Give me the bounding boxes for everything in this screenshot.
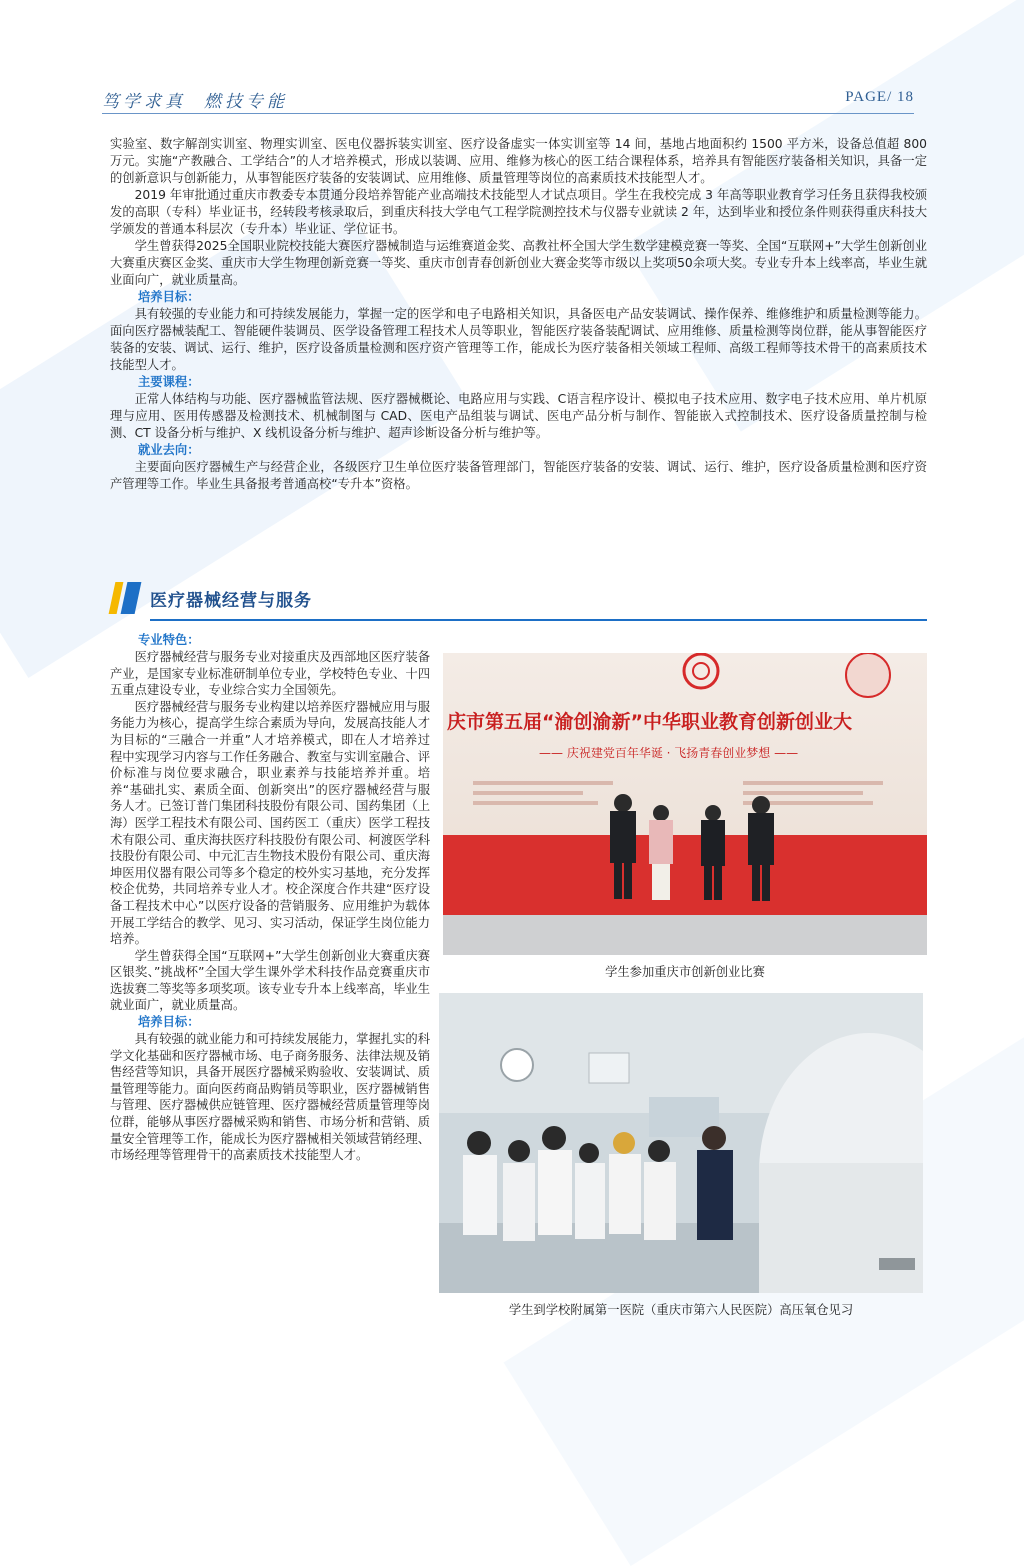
intro-paragraph: 2019 年审批通过重庆市教委专本贯通分段培养智能产业高端技术技能型人才试点项目。学生在我校完成 3 年高等职业教育学习任务且获得我校颁发的高职（专科）毕业证书，经转段考核录取后，到重庆科技大学电气工程学院测控技术与仪器专业就读 2 年，达到毕业和授位条件则获得重庆科技大学颁发的普通本科层次（专升本）毕业证、学位证书。 — [110, 188, 927, 236]
page-number: PAGE/ 18 — [845, 89, 914, 105]
competition-photo-illustration — [443, 653, 927, 955]
section-accent-bar — [121, 582, 142, 614]
course-heading: 主要课程： — [138, 375, 200, 389]
section2-goal-paragraph: 具有较强的就业能力和可持续发展能力，掌握扎实的科学文化基础和医疗器械市场、电子商务服务、法律法规及销售经营等知识，具备开展医疗器械采购验收、安装调试、质量管理等能力。面向医药商品购销员等职业，医疗器械销售与管理、医疗器械供应链管理、医疗器械经营质量管理等岗位群，能够从事医疗器械采购和销售、市场分析和营销、质量安全管理等工作，能成长为医疗器械相关领域营销经理、市场经理等管理骨干的高素质技术技能型人才。 — [110, 1032, 430, 1163]
intro-paragraph: 学生曾获得2025全国职业院校技能大赛医疗器械制造与运维赛道金奖、高教社杯全国大学生数学建模竞赛一等奖、全国“互联网+”大学生创新创业大赛重庆赛区金奖、重庆市大学生物理创新竞赛一等奖、重庆市创青春创新创业大赛金奖等市级以上奖项50余项大奖。专业专升本上线率高，毕业生就业面向广，就业质量高。 — [110, 239, 927, 287]
section2-text-column — [110, 632, 430, 1164]
section-title — [110, 578, 927, 622]
feature-paragraph: 医疗器械经营与服务专业构建以培养医疗器械应用与服务能力为核心，提高学生综合素质为导向，发展高技能人才为目标的“三融合一并重”人才培养模式，即在人才培养过程中实现学习内容与工作任务融合、教室与实训室融合、评价标准与岗位要求融合，职业素养与技能培养并重。培养“基础扎实、素质全面、创新突出”的医疗器械经营与服务人才。已签订普门集团科技股份有限公司、国药集团（上海）医学工程技术有限公司、国药医工（重庆）医学工程技术有限公司、重庆海扶医疗科技股份有限公司、柯渡医学科技股份有限公司、中元汇吉生物技术股份有限公司、重庆海坤医用仪器有限公司等多个稳定的校外实习基地，充分发挥校企优势，共同培养专业人才。校企深度合作共建“医疗设备工程技术中心”以医疗设备的营销服务、应用维护为载体开展工学结合的教学、见习、实习活动，保证学生岗位能力培养。 — [110, 699, 430, 947]
motto-left: 笃学求真 — [102, 92, 186, 112]
page-header — [102, 85, 914, 113]
intro-paragraph: 实验室、数字解剖实训室、物理实训室、医电仪器拆装实训室、医疗设备虚实一体实训室等 14 间，基地占地面积约 1500 平方米，设备总值超 800 万元。实施“产教融合、工学结合”的人才培养模式，形成以装调、应用、维修为核心的医工结合课程体系，培养具有智能医疗装备相关知识，具备一定的创新意识与创新能力，从事智能医疗装备的安装调试、应用维修、质量管理等岗位的高素质技术技能型人才。 — [110, 137, 927, 185]
section2-goal-heading: 培养目标： — [138, 1015, 200, 1030]
wall-clock-icon — [501, 1049, 533, 1081]
feature-paragraph: 学生曾获得全国“互联网+”大学生创新创业大赛重庆赛区银奖、”挑战杯”全国大学生课外学术科技作品竞赛重庆市选拔赛二等奖等多项奖项。该专业专升本上线率高，毕业生就业面广，就业质量高。 — [110, 948, 430, 1013]
course-paragraph: 正常人体结构与功能、医疗器械监管法规、医疗器械概论、电路应用与实践、C语言程序设计、模拟电子技术应用、数字电子技术应用、单片机原理与应用、医用传感器及检测技术、机械制图与 CAD、医电产品组装与调试、医电产品分析与制作、智能嵌入式控制技术、医疗设备质量控制与检测、CT 设备分析与维护、X 线机设备分析与维护、超声诊断设备分析与维护等。 — [110, 392, 927, 440]
competition-photo — [443, 653, 927, 955]
goal-paragraph: 具有较强的专业能力和可持续发展能力，掌握一定的医学和电子电路相关知识，具备医电产品安装调试、操作保养、维修维护和质量检测等能力。面向医疗器械装配工、智能硬件装调员、医学设备管理工程技术人员等职业，智能医疗装备装配调试、应用维修、质量检测等岗位群，能从事智能医疗装备的安装、调试、运行、维护，医疗设备质量检测和医疗资产管理等工作，能成长为医疗装备相关领域工程师、高级工程师等技术骨干的高素质技术技能型人才。 — [110, 307, 927, 372]
hospital-visit-photo-caption: 学生到学校附属第一医院（重庆市第六人民医院）高压氧仓见习 — [508, 1303, 854, 1317]
employment-heading: 就业去向： — [138, 443, 200, 457]
feature-heading: 专业特色： — [138, 633, 200, 647]
section-title-rule — [150, 619, 927, 621]
section-title-text: 医疗器械经营与服务 — [150, 591, 312, 611]
intro-text-block — [110, 136, 927, 493]
hospital-visit-illustration — [439, 993, 923, 1293]
competition-photo-caption: 学生参加重庆市创新创业比赛 — [605, 965, 765, 979]
header-divider — [102, 113, 914, 114]
header-motto — [102, 87, 288, 112]
employment-paragraph: 主要面向医疗器械生产与经营企业，各级医疗卫生单位医疗装备管理部门，智能医疗装备的安装、调试、运行、维护，医疗设备质量检测和医疗资产管理等工作。毕业生具备报考普通高校“专升本”资格。 — [110, 460, 927, 491]
feature-paragraph: 医疗器械经营与服务专业对接重庆及西部地区医疗装备产业，是国家专业标准研制单位专业，学校特色专业、十四五重点建设专业，专业综合实力全国领先。 — [110, 650, 430, 698]
banner-subtitle: —— 庆祝建党百年华诞 · 飞扬青春创业梦想 —— — [539, 746, 799, 760]
banner-title: 庆市第五届“渝创渝新”中华职业教育创新创业大 — [447, 711, 852, 733]
hospital-visit-photo — [439, 993, 923, 1293]
goal-heading: 培养目标： — [138, 290, 200, 304]
motto-right: 燃技专能 — [204, 92, 288, 112]
